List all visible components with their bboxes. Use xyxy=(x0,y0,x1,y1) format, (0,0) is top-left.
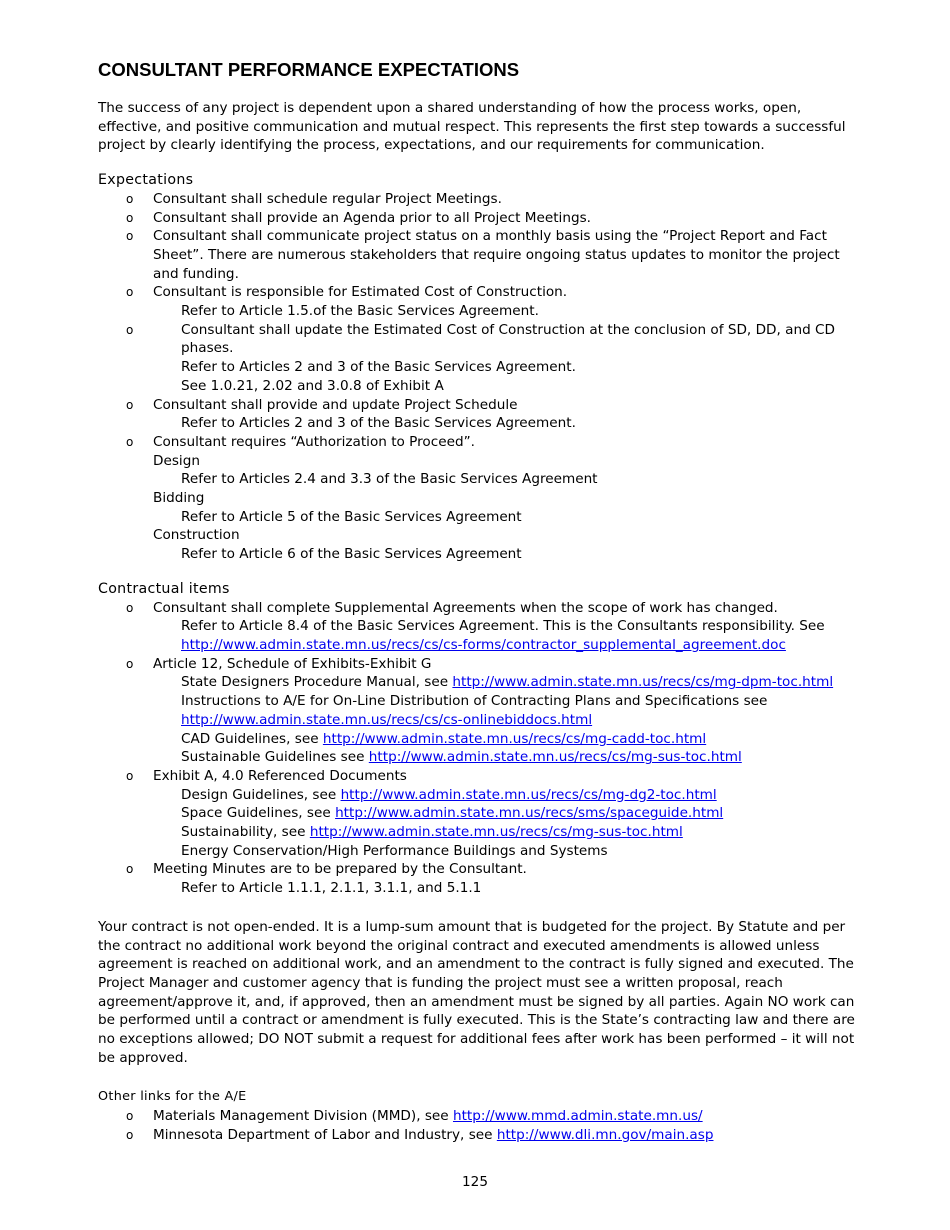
sub-item: Refer to Article 8.4 of the Basic Services Agreement. This is the Consultants responsibility. See xyxy=(181,618,825,635)
bullet-icon: o xyxy=(126,1109,134,1124)
bullet-icon: o xyxy=(126,322,134,337)
list-item: o Meeting Minutes are to be prepared by the Consultant. xyxy=(98,860,858,879)
list-item: o Consultant is responsible for Estimated Cost of Construction. xyxy=(98,283,858,302)
sub-item: Refer to Articles 2.4 and 3.3 of the Basic Services Agreement xyxy=(181,471,598,488)
list-item: o Consultant shall update the Estimated Cost of Construction at the conclusion of SD, DD, and CD phases. xyxy=(98,321,858,358)
supplemental-agreement-link[interactable]: http://www.admin.state.mn.us/recs/cs/cs-forms/contractor_supplemental_agreement.doc xyxy=(181,636,786,653)
contract-paragraph: Your contract is not open-ended. It is a lump-sum amount that is budgeted for the project. By Statute and per the contract no additional work beyond the original contract and executed amendments is allowed unless agreement is reached on additional work, and an amendment to the contract is fully signed and executed. The Project Manager and customer agency that is funding the project must see a written proposal, reach agreement/approve it, and, if approved, then an amendment must be signed by all parties. Again NO work can be performed until a contract or amendment is fully executed. This is the State’s contracting law and there are no exceptions allowed; DO NOT submit a request for additional fees after work has been performed – it will not be approved. xyxy=(98,918,855,1066)
expectations-heading: Expectations xyxy=(98,172,194,189)
contractual-heading: Contractual items xyxy=(98,580,230,597)
list-item: o Materials Management Division (MMD), see http://www.mmd.admin.state.mn.us/ xyxy=(98,1107,858,1126)
space-guidelines-link[interactable]: http://www.admin.state.mn.us/recs/sms/spaceguide.html xyxy=(335,805,724,822)
phase-label: Design xyxy=(153,452,200,469)
bullet-icon: o xyxy=(126,229,134,244)
sub-item: Refer to Articles 2 and 3 of the Basic Services Agreement. xyxy=(181,359,576,376)
sub-item: Sustainability, see http://www.admin.state.mn.us/recs/cs/mg-sus-toc.html xyxy=(181,824,683,841)
sub-item: Refer to Articles 2 and 3 of the Basic Services Agreement. xyxy=(181,415,576,432)
list-item: o Article 12, Schedule of Exhibits-Exhibit G xyxy=(98,655,858,674)
bullet-icon: o xyxy=(126,191,134,206)
bullet-icon: o xyxy=(126,434,134,449)
bullet-icon: o xyxy=(126,862,134,877)
sub-item: Refer to Article 1.5.of the Basic Services Agreement. xyxy=(181,303,539,320)
page-title: CONSULTANT PERFORMANCE EXPECTATIONS xyxy=(98,59,520,80)
list-item: o Minnesota Department of Labor and Industry, see http://www.dli.mn.gov/main.asp xyxy=(98,1126,858,1145)
contractual-list xyxy=(98,599,858,898)
dli-link[interactable]: http://www.dli.mn.gov/main.asp xyxy=(496,1126,714,1143)
dpm-link[interactable]: http://www.admin.state.mn.us/recs/cs/mg-dpm-toc.html xyxy=(452,674,834,691)
sub-item: See 1.0.21, 2.02 and 3.0.8 of Exhibit A xyxy=(181,377,444,394)
cad-guidelines-link[interactable]: http://www.admin.state.mn.us/recs/cs/mg-cadd-toc.html xyxy=(322,730,707,747)
intro-paragraph: The success of any project is dependent upon a shared understanding of how the process works, open, effective, and positive communication and mutual respect. This represents the first step towards a successful project by clearly identifying the process, expectations, and our requirements for communication. xyxy=(98,100,846,154)
document-page xyxy=(98,58,858,1145)
bullet-icon: o xyxy=(126,210,134,225)
list-item: o Consultant shall complete Supplemental Agreements when the scope of work has changed. xyxy=(98,599,858,618)
list-item: o Consultant shall provide and update Project Schedule xyxy=(98,396,858,415)
bullet-icon: o xyxy=(126,285,134,300)
bullet-icon: o xyxy=(126,656,134,671)
list-item: o Consultant requires “Authorization to Proceed”. xyxy=(98,433,858,452)
list-item: o Consultant shall schedule regular Project Meetings. xyxy=(98,190,858,209)
mmd-link[interactable]: http://www.mmd.admin.state.mn.us/ xyxy=(452,1108,703,1125)
sub-item: CAD Guidelines, see http://www.admin.state.mn.us/recs/cs/mg-cadd-toc.html xyxy=(181,730,707,747)
sub-item: Refer to Article 5 of the Basic Services Agreement xyxy=(181,508,522,525)
sustainable-guidelines-link[interactable]: http://www.admin.state.mn.us/recs/cs/mg-sus-toc.html xyxy=(368,749,742,766)
sub-item xyxy=(98,711,858,730)
other-links-heading: Other links for the A/E xyxy=(98,1089,247,1105)
sub-item: Energy Conservation/High Performance Buildings and Systems xyxy=(181,842,608,859)
phase-label: Construction xyxy=(153,527,240,544)
phase-label: Bidding xyxy=(153,490,205,507)
list-item: o Exhibit A, 4.0 Referenced Documents xyxy=(98,767,858,786)
bullet-icon: o xyxy=(126,397,134,412)
sub-item: State Designers Procedure Manual, see http://www.admin.state.mn.us/recs/cs/mg-dpm-toc.html xyxy=(181,674,834,691)
bullet-icon: o xyxy=(126,768,134,783)
sub-item: Space Guidelines, see http://www.admin.state.mn.us/recs/sms/spaceguide.html xyxy=(181,805,724,822)
bullet-icon: o xyxy=(126,600,134,615)
sub-item xyxy=(98,636,858,655)
page-number: 125 xyxy=(462,1174,488,1190)
sustainability-link[interactable]: http://www.admin.state.mn.us/recs/cs/mg-sus-toc.html xyxy=(309,824,683,841)
list-item: o Consultant shall provide an Agenda prior to all Project Meetings. xyxy=(98,209,858,228)
expectations-list xyxy=(98,190,858,564)
sub-item: Sustainable Guidelines see http://www.admin.state.mn.us/recs/cs/mg-sus-toc.html xyxy=(181,749,742,766)
other-links-list xyxy=(98,1107,858,1144)
sub-item: Instructions to A/E for On-Line Distribution of Contracting Plans and Specifications see xyxy=(181,693,768,710)
list-item: o Consultant shall communicate project status on a monthly basis using the “Project Report and Fact Sheet”. There are numerous stakeholders that require ongoing status updates to monitor the project and funding. xyxy=(98,227,858,283)
design-guidelines-link[interactable]: http://www.admin.state.mn.us/recs/cs/mg-dg2-toc.html xyxy=(340,786,717,803)
bullet-icon: o xyxy=(126,1127,134,1142)
sub-item: Design Guidelines, see http://www.admin.state.mn.us/recs/cs/mg-dg2-toc.html xyxy=(181,786,717,803)
sub-item: Refer to Article 1.1.1, 2.1.1, 3.1.1, and 5.1.1 xyxy=(181,880,482,897)
sub-item: Refer to Article 6 of the Basic Services Agreement xyxy=(181,546,522,563)
online-bid-docs-link[interactable]: http://www.admin.state.mn.us/recs/cs/cs-onlinebiddocs.html xyxy=(181,711,593,728)
